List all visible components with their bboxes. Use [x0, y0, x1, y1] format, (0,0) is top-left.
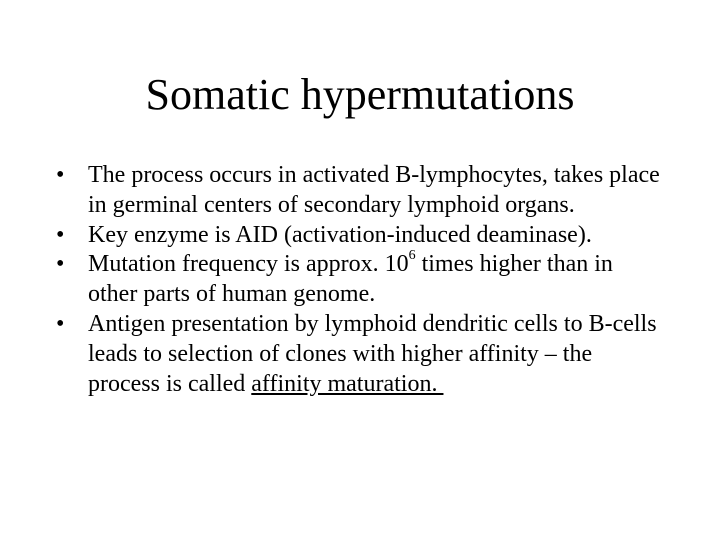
bullet-text-line: in germinal centers of secondary lymphoid organs.	[88, 191, 575, 218]
bullet-text-line: Key enzyme is AID (activation-induced deaminase).	[88, 221, 592, 248]
slide-title: Somatic hypermutations	[145, 70, 575, 119]
bullet-text-line: Antigen presentation by lymphoid dendritic cells to B-cells	[88, 310, 657, 337]
bullet-item	[56, 161, 676, 221]
bullet-dot: •	[56, 162, 65, 188]
bullet-text-line	[88, 250, 676, 280]
bullet-text-line	[88, 370, 676, 400]
bullet-item	[56, 250, 676, 310]
bullet-text-fragment: Mutation frequency is approx. 10	[88, 251, 409, 278]
underlined-term: affinity maturation.	[251, 370, 444, 397]
bullet-text-fragment: times higher than in	[415, 251, 613, 278]
bullet-item	[56, 310, 676, 399]
bullet-list	[56, 161, 676, 399]
bullet-text-line: The process occurs in activated B-lymphocytes, takes place	[88, 162, 660, 188]
bullet-dot: •	[56, 221, 65, 248]
bullet-dot: •	[56, 310, 65, 337]
exponent: 6	[408, 248, 416, 264]
bullet-text-fragment: process is called	[88, 370, 252, 397]
bullet-dot: •	[56, 251, 65, 278]
bullet-text-line: leads to selection of clones with higher affinity – the	[88, 340, 593, 367]
bullet-text-line: other parts of human genome.	[88, 281, 376, 308]
bullet-item	[56, 221, 676, 251]
